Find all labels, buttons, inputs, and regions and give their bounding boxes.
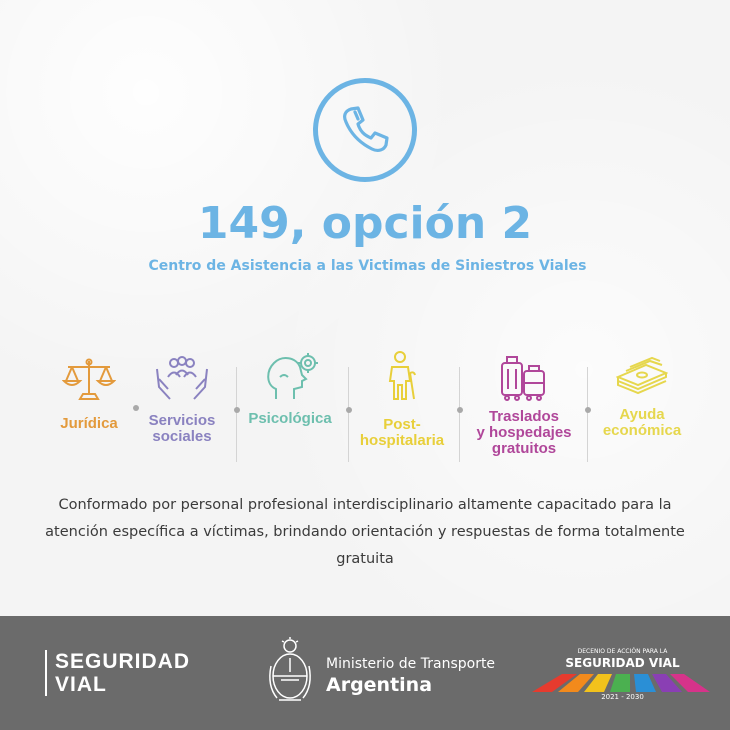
phone-icon [313, 78, 417, 182]
service-servicios-sociales [140, 345, 224, 465]
service-label: Psicológica [248, 410, 332, 427]
separator-dot [585, 407, 591, 413]
footer [0, 616, 730, 730]
divider [348, 367, 349, 462]
divider [459, 367, 460, 462]
decenio-years: 2021 - 2030 [601, 693, 644, 701]
divider [236, 367, 237, 462]
seguridad-vial-bar [45, 650, 47, 696]
ministerio-logo [326, 656, 495, 698]
service-label: Jurídica [60, 415, 118, 432]
service-label: Ayuda económica [602, 406, 682, 439]
ministerio-name: Ministerio de Transporte [326, 656, 496, 672]
separator-dot [457, 407, 463, 413]
ministerio-country: Argentina [326, 674, 433, 696]
seguridad-vial-line2: VIAL [55, 673, 107, 696]
service-psicologica [244, 345, 336, 465]
service-juridica [48, 345, 130, 465]
service-label: Servicios sociales [148, 412, 216, 445]
service-post-hospitalaria [352, 345, 452, 465]
person-cane-icon [384, 351, 420, 401]
description-text: Conformado por personal profesional interdisciplinario altamente capacitado para la atención específica a víctimas, brindando orientación y respuestas de forma totalmente gratuita [45, 497, 685, 567]
decenio-main-text: SEGURIDAD VIAL [565, 656, 680, 670]
divider [587, 367, 588, 462]
luggage-icon [498, 353, 550, 401]
service-traslados [464, 345, 584, 465]
hotline-number: 149, opción 2 [197, 198, 533, 249]
head-mind-icon [262, 353, 318, 401]
decenio-top-text: DECENIO DE ACCIÓN PARA LA [577, 648, 668, 655]
separator-dot [133, 405, 139, 411]
road-stripes-icon [532, 672, 712, 692]
separator-dot [234, 407, 240, 413]
coat-of-arms-icon [265, 636, 315, 708]
scales-icon [62, 357, 116, 401]
services-row [48, 345, 688, 465]
seguridad-vial-line1: SEGURIDAD [55, 650, 191, 673]
service-label: Post- hospitalaria [359, 416, 445, 449]
hotline-subtitle: Centro de Asistencia a las Victimas de Siniestros Viales [148, 258, 587, 274]
decenio-logo [530, 648, 715, 708]
people-hands-icon [154, 355, 210, 401]
service-label: Traslados y hospedajes gratuitos [476, 408, 572, 457]
money-stack-icon [616, 355, 668, 395]
service-ayuda-economica [596, 345, 688, 465]
seguridad-vial-logo [55, 650, 190, 696]
